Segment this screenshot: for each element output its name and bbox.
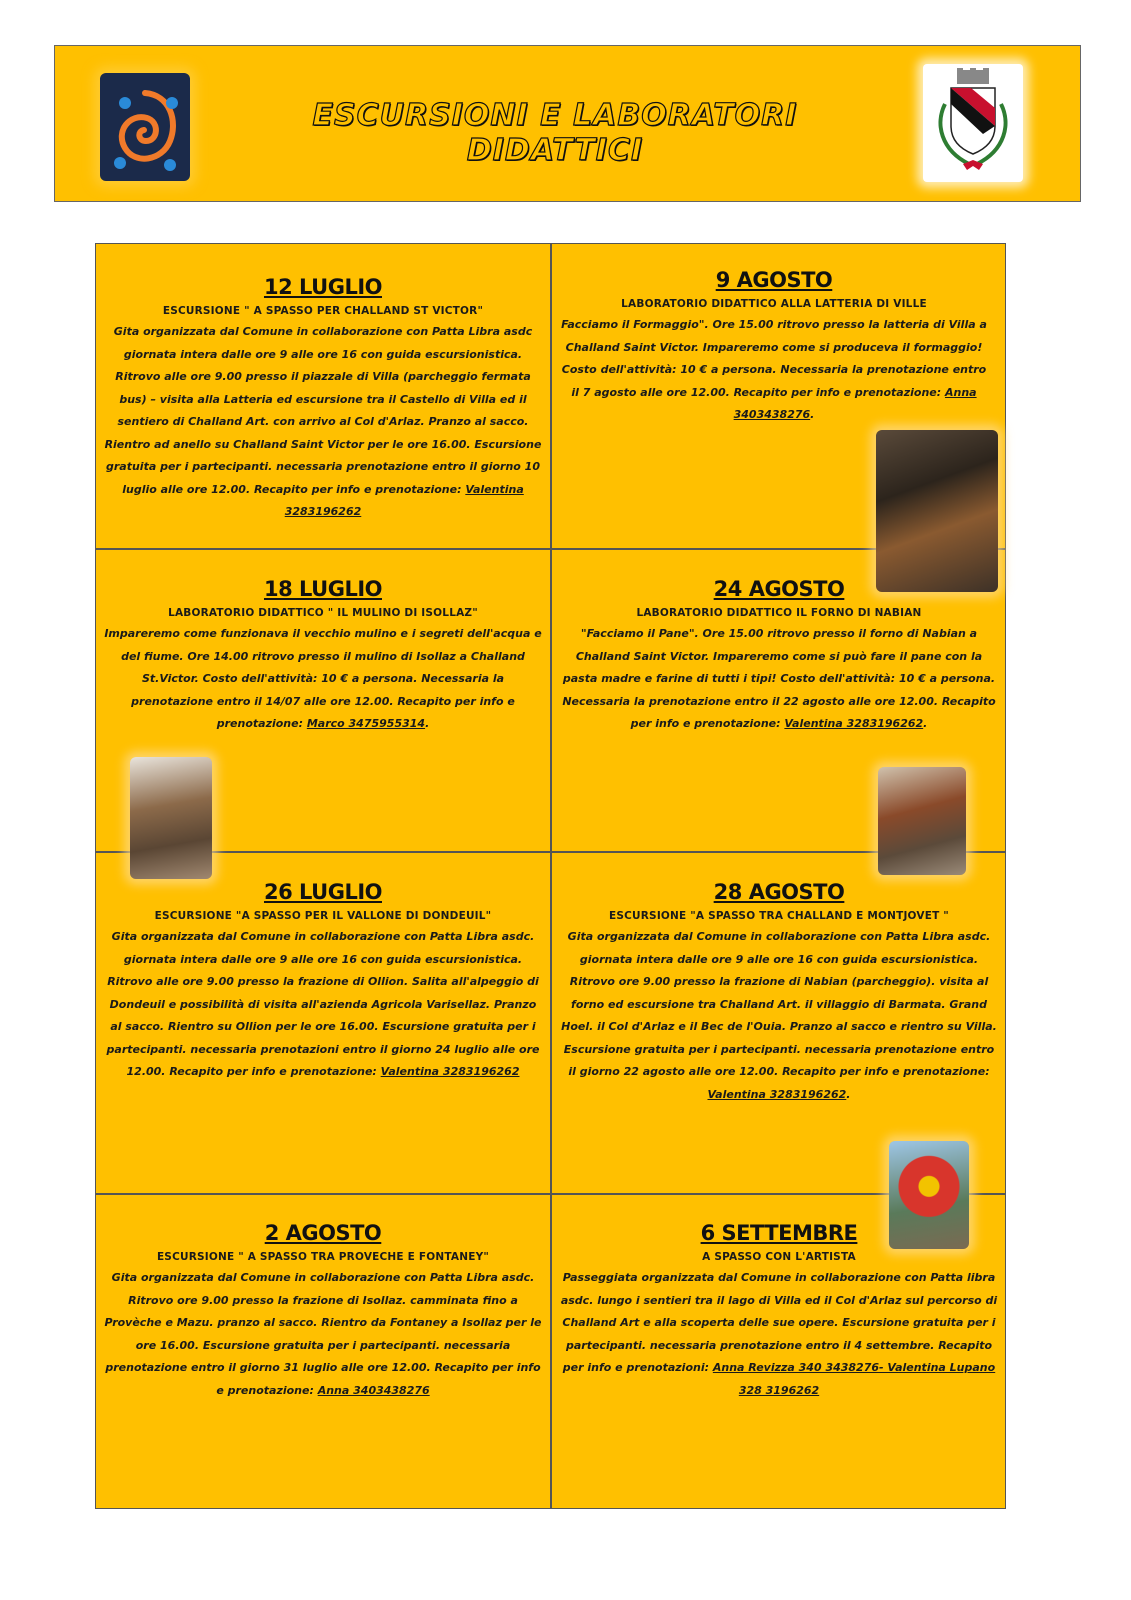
flower-sculpture-photo <box>889 1141 969 1249</box>
spiral-logo-icon <box>100 73 190 181</box>
event-date: 9 AGOSTO <box>715 268 833 292</box>
mill-photo <box>130 757 212 879</box>
contact-link[interactable]: Anna 3403438276 <box>317 1383 430 1397</box>
event-date: 12 LUGLIO <box>263 275 382 299</box>
bread-oven-photo <box>878 767 966 875</box>
event-card <box>552 268 1006 427</box>
event-card <box>552 577 1006 736</box>
contact-link[interactable]: Valentina 3283196262 <box>284 482 524 518</box>
event-description: Passeggiata organizzata dal Comune in collaborazione con Patta libra asdc. lungo i sentieri tra il lago di Villa ed il Col d'Arlaz sul percorso di Challand Art e alla scoperta delle sue opere. Escursione gratuita per i partecipanti. necessaria prenotazione entro il 4 settembre. Recapito per info e prenotazioni: Anna Revizza 340 3438276- Valentina Lupano 328 3196262 <box>560 1271 998 1397</box>
event-description: Gita organizzata dal Comune in collaborazione con Patta Libra asdc. giornata intera dalle ore 9 alle ore 16 con guida escursionistica. Ritrovo ore 9.00 presso la frazione di Nabian (parcheggio). visita al forno ed escursione tra Challand Art. il villaggio di Barmata. Grand Hoel. il Col d'Arlaz e il Bec de l'Ouia. Pranzo al sacco e rientro su Villa. Escursione gratuita per i partecipanti. necessaria prenotazione entro il giorno 22 agosto alle ore 12.00. Recapito per info e prenotazione: Valentina 3283196262. <box>561 930 997 1101</box>
event-subtitle: ESCURSIONE " A SPASSO PER CHALLAND ST VICTOR" <box>162 305 484 317</box>
event-card <box>96 880 550 1084</box>
event-subtitle: LABORATORIO DIDATTICO ALLA LATTERIA DI VILLE <box>621 298 927 310</box>
page-title: ESCURSIONI E LABORATORI DIDATTICI <box>312 98 798 168</box>
contact-link[interactable]: Valentina 3283196262 <box>784 717 924 730</box>
event-subtitle: LABORATORIO DIDATTICO IL FORNO DI NABIAN <box>636 607 922 619</box>
coat-of-arms-icon <box>923 64 1023 182</box>
event-description: Gita organizzata dal Comune in collaborazione con Patta Libra asdc. giornata intera dalle ore 9 alle ore 16 con guida escursionistica. Ritrovo alle ore 9.00 presso la frazione di Ollion. Salita all'alpeggio di Dondeuil e possibilità di visita all'azienda Agricola Varisellaz. Pranzo al sacco. Rientro su Ollion per le ore 16.00. Escursione gratuita per i partecipanti. necessaria prenotazioni entro il giorno 24 luglio alle ore 12.00. Recapito per info e prenotazione: Valentina 3283196262 <box>106 930 540 1078</box>
event-description: Gita organizzata dal Comune in collaborazione con Patta Libra asdc. Ritrovo ore 9.00 presso la frazione di Isollaz. camminata fino a Provèche e Mazu. pranzo al sacco. Rientro da Fontaney a Isollaz per le ore 16.00. Escursione gratuita per i partecipanti. necessaria prenotazione entro il giorno 31 luglio alle ore 12.00. Recapito per info e prenotazione: Anna 3403438276 <box>104 1271 542 1397</box>
event-date: 28 AGOSTO <box>713 880 845 904</box>
event-description: Impareremo come funzionava il vecchio mulino e i segreti dell'acqua e del fiume. Ore 14.00 ritrovo presso il mulino di Isollaz a Challand St.Victor. Costo dell'attività: 10 € a persona. Necessaria la prenotazione entro il 14/07 alle ore 12.00. Recapito per info e prenotazione: Marco 3475955314. <box>104 627 542 730</box>
event-subtitle: ESCURSIONE "A SPASSO PER IL VALLONE DI DONDEUIL" <box>154 910 492 922</box>
event-description: Gita organizzata dal Comune in collaborazione con Patta Libra asdc giornata intera dalle ore 9 alle ore 16 con guida escursionistica. Ritrovo alle ore 9.00 presso il piazzale di Villa (parcheggio fermata bus) – visita alla Latteria ed escursione tra il Castello di Villa ed il sentiero di Challand Art. con arrivo al Col d'Arlaz. Pranzo al sacco. Rientro ad anello su Challand Saint Victor per le ore 16.00. Escursione gratuita per i partecipanti. necessaria prenotazione entro il giorno 10 luglio alle ore 12.00. Recapito per info e prenotazione: Valentina 3283196262 <box>104 325 542 518</box>
grid-divider <box>96 851 1005 853</box>
event-date: 24 AGOSTO <box>713 577 845 601</box>
event-subtitle: ESCURSIONE "A SPASSO TRA CHALLAND E MONTJOVET " <box>609 910 949 922</box>
event-card <box>96 1221 550 1402</box>
event-date: 2 AGOSTO <box>264 1221 382 1245</box>
event-description: "Facciamo il Pane". Ore 15.00 ritrovo presso il forno di Nabian a Challand Saint Victor. Impareremo come si può fare il pane con la pasta madre e farine di tutti i tipi! Costo dell'attività: 10 € a persona. Necessaria la prenotazione entro il 22 agosto alle ore 12.00. Recapito per info e prenotazione: Valentina 3283196262. <box>562 627 996 730</box>
event-subtitle: A SPASSO CON L'ARTISTA <box>702 1251 856 1263</box>
cheese-workshop-photo <box>876 430 998 592</box>
contact-link[interactable]: Marco 3475955314 <box>306 717 426 730</box>
event-card <box>96 577 550 736</box>
contact-link[interactable]: Valentina 3283196262 <box>707 1087 847 1101</box>
grid-divider <box>96 1193 1005 1195</box>
event-date: 18 LUGLIO <box>263 577 382 601</box>
header-banner <box>54 45 1081 202</box>
event-card <box>96 275 550 524</box>
events-grid <box>95 243 1006 1509</box>
contact-link[interactable]: Valentina 3283196262 <box>380 1065 520 1078</box>
event-date: 26 LUGLIO <box>263 880 382 904</box>
event-subtitle: ESCURSIONE " A SPASSO TRA PROVECHE E FONTANEY" <box>156 1251 490 1263</box>
event-description: Facciamo il Formaggio". Ore 15.00 ritrovo presso la latteria di Villa a Challand Saint Victor. Impareremo come si produceva il formaggio! Costo dell'attività: 10 € a persona. Necessaria la prenotazione entro il 7 agosto alle ore 12.00. Recapito per info e prenotazione: Anna 3403438276. <box>561 318 987 421</box>
contact-link[interactable]: Anna 3403438276 <box>733 385 977 421</box>
grid-divider <box>96 548 1005 550</box>
contact-link[interactable]: Anna Revizza 340 3438276- Valentina Lupano 328 3196262 <box>712 1361 996 1397</box>
event-subtitle: LABORATORIO DIDATTICO " IL MULINO DI ISOLLAZ" <box>168 607 478 619</box>
event-date: 6 SETTEMBRE <box>700 1221 858 1245</box>
event-card <box>552 880 1006 1106</box>
